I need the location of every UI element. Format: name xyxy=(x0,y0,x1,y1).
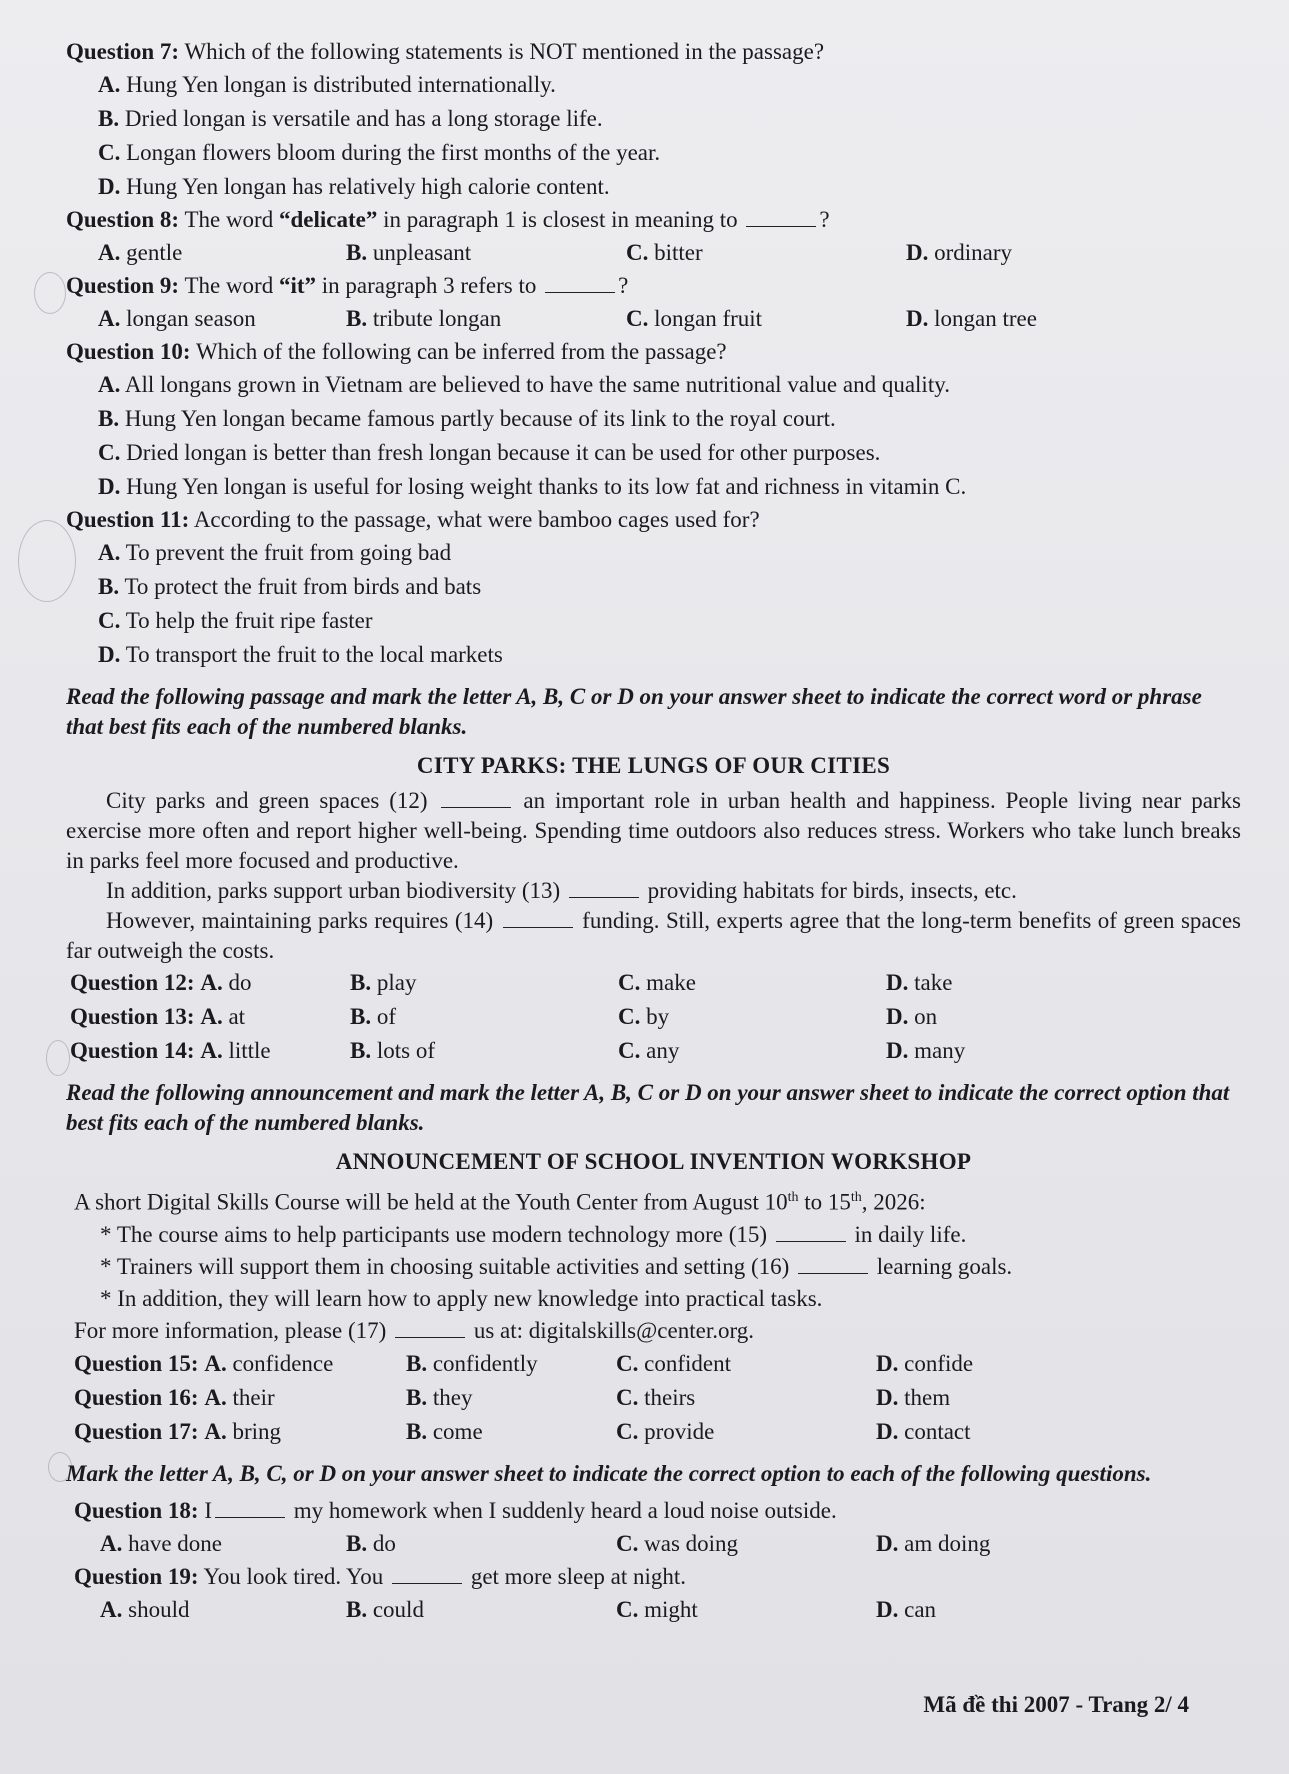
q12-option-a[interactable]: do xyxy=(228,970,252,995)
q12-option-d[interactable]: D. take xyxy=(886,970,953,995)
question-8: Question 8: The word “delicate” in paragraph 1 is closest in meaning to ? xyxy=(66,207,830,232)
q19-option-c[interactable]: C. might xyxy=(616,1596,698,1622)
q16-option-b[interactable]: B. they xyxy=(406,1384,473,1410)
q17-option-a[interactable]: bring xyxy=(232,1418,282,1444)
q16-option-a[interactable]: their xyxy=(232,1384,275,1410)
q15-option-a[interactable]: confidence xyxy=(232,1350,334,1376)
question-11: Question 11: According to the passage, what were bamboo cages used for? xyxy=(66,507,760,532)
q18-option-b[interactable]: B. do xyxy=(346,1530,396,1556)
q17-option-b[interactable]: B. come xyxy=(406,1418,483,1444)
passage-paragraph-1: City parks and green spaces (12) an important role in urban health and happiness. People living near parks exercise more often and report higher well-being. Spending time outdoors also reduces stress. Workers who take lunch breaks in parks feel more focused and productive. xyxy=(66,788,1242,873)
answer-blank xyxy=(545,272,615,293)
section-instruction: Mark the letter A, B, C, or D on your answer sheet to indicate the correct option to each of the following questions. xyxy=(66,1460,1152,1486)
q19-option-b[interactable]: B. could xyxy=(346,1596,424,1622)
answer-blank xyxy=(569,877,639,898)
announcement-title: ANNOUNCEMENT OF SCHOOL INVENTION WORKSHOP xyxy=(335,1149,972,1174)
q15-option-d[interactable]: D. confide xyxy=(876,1350,974,1376)
question-9: Question 9: The word “it” in paragraph 3 refers to ? xyxy=(66,273,629,298)
answer-blank xyxy=(392,1563,462,1584)
q11-option-d[interactable]: D. To transport the fruit to the local markets xyxy=(98,642,503,667)
answer-blank xyxy=(395,1317,465,1338)
q13-option-a[interactable]: at xyxy=(228,1004,246,1029)
q12-option-c[interactable]: C. make xyxy=(618,970,696,995)
answer-blank xyxy=(441,787,511,808)
q7-option-d[interactable]: D. Hung Yen longan has relatively high calorie content. xyxy=(98,174,610,199)
question-7: Question 7: Which of the following statements is NOT mentioned in the passage? xyxy=(66,39,825,64)
q9-option-b[interactable]: B. tribute longan xyxy=(346,306,502,331)
q7-option-a[interactable]: A. Hung Yen longan is distributed internationally. xyxy=(98,72,556,97)
q11-option-a[interactable]: A. To prevent the fruit from going bad xyxy=(98,540,452,565)
question-18: Question 18: I my homework when I suddenly heard a loud noise outside. xyxy=(74,1497,837,1523)
page-footer: Mã đề thi 2007 - Trang 2/ 4 xyxy=(923,1692,1189,1717)
section-instruction: Read the following passage and mark the letter A, B, C or D on your answer sheet to indicate the correct word or phrase that best fits each of the numbered blanks. xyxy=(66,684,1202,739)
exam-content xyxy=(66,36,1241,1627)
q10-option-b[interactable]: B. Hung Yen longan became famous partly because of its link to the royal court. xyxy=(98,406,836,431)
q12-row: Question 12: A. do B. play C. make D. take xyxy=(66,966,1241,1000)
q19-option-d[interactable]: D. can xyxy=(876,1596,937,1622)
question-10: Question 10: Which of the following can be inferred from the passage? xyxy=(66,339,727,364)
q19-option-a[interactable]: A. should xyxy=(100,1596,190,1622)
q17-option-d[interactable]: D. contact xyxy=(876,1418,971,1444)
q8-options xyxy=(66,236,1241,270)
q19-options xyxy=(66,1593,1241,1627)
q8-option-c[interactable]: C. bitter xyxy=(626,240,703,265)
q13-option-d[interactable]: D. on xyxy=(886,1004,938,1029)
q18-options xyxy=(66,1527,1241,1561)
q8-option-d[interactable]: D. ordinary xyxy=(906,240,1013,265)
q8-option-a[interactable]: A. gentle xyxy=(98,240,183,265)
q14-option-a[interactable]: little xyxy=(228,1038,271,1063)
q10-option-c[interactable]: C. Dried longan is better than fresh longan because it can be used for other purposes. xyxy=(98,440,881,465)
question-19: Question 19: You look tired. You get more sleep at night. xyxy=(74,1563,687,1589)
q16-option-c[interactable]: C. theirs xyxy=(616,1384,696,1410)
passage-paragraph-2: In addition, parks support urban biodiversity (13) providing habitats for birds, insects, etc. xyxy=(106,878,1017,903)
q10-option-d[interactable]: D. Hung Yen longan is useful for losing weight thanks to its low fat and richness in vitamin C. xyxy=(98,474,967,499)
answer-blank xyxy=(215,1497,285,1518)
announcement-intro: A short Digital Skills Course will be held at the Youth Center from August 10th to 15th, 2026: xyxy=(74,1189,926,1215)
q17-row: Question 17: A. bring B. come C. provide D. contact xyxy=(66,1415,1241,1449)
q18-option-d[interactable]: D. am doing xyxy=(876,1530,991,1556)
q13-option-b[interactable]: B. of xyxy=(350,1004,397,1029)
announcement-bullet-1: * The course aims to help participants use modern technology more (15) in daily life. xyxy=(100,1221,967,1247)
answer-blank xyxy=(798,1253,868,1274)
q15-option-b[interactable]: B. confidently xyxy=(406,1350,538,1376)
q16-row: Question 16: A. their B. they C. theirs D. them xyxy=(66,1381,1241,1415)
q9-options xyxy=(66,302,1241,336)
q9-option-d[interactable]: D. longan tree xyxy=(906,306,1037,331)
q16-option-d[interactable]: D. them xyxy=(876,1384,951,1410)
q13-option-c[interactable]: C. by xyxy=(618,1004,670,1029)
q14-row: Question 14: A. little B. lots of C. any D. many xyxy=(66,1034,1241,1068)
announcement-bullet-2: * Trainers will support them in choosing suitable activities and setting (16) learning goals. xyxy=(100,1253,1013,1279)
q14-option-b[interactable]: B. lots of xyxy=(350,1038,435,1063)
q13-row: Question 13: A. at B. of C. by D. on xyxy=(66,1000,1241,1034)
q11-option-b[interactable]: B. To protect the fruit from birds and bats xyxy=(98,574,482,599)
answer-blank xyxy=(776,1221,846,1242)
q15-option-c[interactable]: C. confident xyxy=(616,1350,731,1376)
answer-blank xyxy=(746,206,816,227)
passage-title: CITY PARKS: THE LUNGS OF OUR CITIES xyxy=(416,753,891,778)
q7-option-c[interactable]: C. Longan flowers bloom during the first months of the year. xyxy=(98,140,661,165)
q9-option-c[interactable]: C. longan fruit xyxy=(626,306,763,331)
q12-option-b[interactable]: B. play xyxy=(350,970,417,995)
passage-paragraph-3: However, maintaining parks requires (14) funding. Still, experts agree that the long-term benefits of green spaces far outweigh the costs. xyxy=(66,908,1242,963)
q15-row: Question 15: A. confidence B. confidently C. confident D. confide xyxy=(66,1347,1241,1381)
announcement-contact: For more information, please (17) us at: digitalskills@center.org. xyxy=(74,1317,754,1343)
q14-option-d[interactable]: D. many xyxy=(886,1038,966,1063)
q17-option-c[interactable]: C. provide xyxy=(616,1418,715,1444)
section-instruction: Read the following announcement and mark the letter A, B, C or D on your answer sheet to indicate the correct option that best fits each of the numbered blanks. xyxy=(66,1080,1230,1135)
q9-option-a[interactable]: A. longan season xyxy=(98,306,256,331)
answer-blank xyxy=(503,907,573,928)
q11-option-c[interactable]: C. To help the fruit ripe faster xyxy=(98,608,373,633)
q8-option-b[interactable]: B. unpleasant xyxy=(346,240,472,265)
announcement-bullet-3: * In addition, they will learn how to apply new knowledge into practical tasks. xyxy=(100,1285,823,1311)
q7-option-b[interactable]: B. Dried longan is versatile and has a long storage life. xyxy=(98,106,603,131)
pencil-mark xyxy=(34,272,66,314)
q10-option-a[interactable]: A. All longans grown in Vietnam are believed to have the same nutritional value and quality. xyxy=(98,372,950,397)
q18-option-a[interactable]: A. have done xyxy=(100,1530,223,1556)
q18-option-c[interactable]: C. was doing xyxy=(616,1530,739,1556)
q14-option-c[interactable]: C. any xyxy=(618,1038,680,1063)
